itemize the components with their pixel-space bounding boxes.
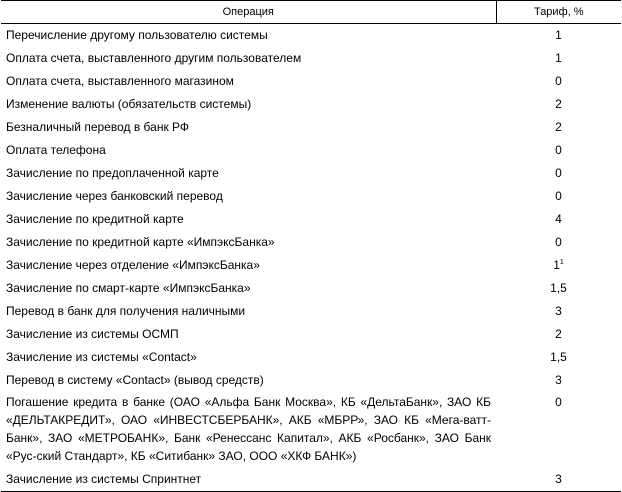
rate-value: 0 xyxy=(555,143,562,157)
rate-cell xyxy=(496,47,621,70)
rate-cell xyxy=(496,93,621,116)
rate-cell xyxy=(496,185,621,208)
operation-cell: Зачисление из системы Спринтнет xyxy=(1,467,496,492)
table-header xyxy=(1,1,621,24)
rate-value: 1 xyxy=(555,51,562,65)
rate-cell xyxy=(496,116,621,139)
operation-cell: Зачисление по кредитной карте «ИмпэксБанка» xyxy=(6,235,275,249)
table-row xyxy=(1,346,621,369)
table-row xyxy=(1,254,621,277)
operation-cell: Зачисление через банковский перевод xyxy=(6,189,223,203)
rate-cell xyxy=(496,208,621,231)
rate-cell xyxy=(496,70,621,93)
table-row xyxy=(1,277,621,300)
operation-cell: Зачисление по кредитной карте xyxy=(6,212,184,226)
rate-cell xyxy=(496,323,621,346)
table-row xyxy=(1,231,621,254)
operation-cell: Погашение кредита в банке (ОАО «Альфа Банк Москва», КБ «ДельтаБанк», ЗАО КБ «ДЕЛЬТАКРЕДИТ», ОАО «ИНВЕСТСБЕРБАНК», АКБ «МБРР», ЗАО КБ «Мега-ватт-Банк», ЗАО «МЕТРОБАНК», Банк «Ренессанс Капитал», АКБ «Росбанк», ЗАО Банк «Рус-ский Стандарт», КБ «Ситибанк» ЗАО, ООО «ХКФ БАНК») xyxy=(6,395,491,463)
operation-cell: Перевод в систему «Contact» (вывод средств) xyxy=(6,373,264,387)
table-row xyxy=(1,369,621,392)
table-row xyxy=(1,162,621,185)
operation-cell: Оплата телефона xyxy=(6,143,106,157)
table-row xyxy=(1,47,621,70)
table-row xyxy=(1,70,621,93)
rate-cell xyxy=(496,139,621,162)
operation-cell: Перечисление другому пользователю системы xyxy=(6,28,268,42)
table-row xyxy=(1,185,621,208)
rate-value: 3 xyxy=(555,471,562,486)
rate-cell xyxy=(496,467,621,492)
rate-value: 1 xyxy=(555,28,562,42)
rate-cell xyxy=(496,392,621,467)
operation-cell: Зачисление через отделение «ИмпэксБанка» xyxy=(6,258,260,272)
rate-value: 0 xyxy=(555,74,562,88)
rate-cell xyxy=(496,24,621,48)
table-row xyxy=(1,467,621,492)
header-operation: Операция xyxy=(1,1,496,24)
rate-value: 1 xyxy=(553,258,560,272)
rate-value: 2 xyxy=(555,97,562,111)
operation-cell: Зачисление из системы «Contact» xyxy=(6,350,197,364)
table-row xyxy=(1,93,621,116)
rate-cell xyxy=(496,300,621,323)
operation-cell: Оплата счета, выставленного другим пользователем xyxy=(6,51,302,65)
rate-value: 2 xyxy=(555,120,562,134)
table-row xyxy=(1,208,621,231)
rate-value: 2 xyxy=(555,327,562,341)
operation-cell: Зачисление из системы ОСМП xyxy=(6,327,179,341)
rate-value: 0 xyxy=(555,235,562,249)
table-row xyxy=(1,300,621,323)
table-row xyxy=(1,139,621,162)
operation-cell: Оплата счета, выставленного магазином xyxy=(6,74,234,88)
table-row xyxy=(1,392,621,467)
rate-cell xyxy=(496,162,621,185)
rate-value: 1,5 xyxy=(550,350,567,364)
table-row xyxy=(1,116,621,139)
rate-cell xyxy=(496,277,621,300)
operation-cell: Зачисление по предоплаченной карте xyxy=(6,166,219,180)
table-body xyxy=(1,24,621,492)
rate-value: 0 xyxy=(555,189,562,203)
operation-cell: Перевод в банк для получения наличными xyxy=(6,304,246,318)
operation-cell: Изменение валюты (обязательств системы) xyxy=(6,97,252,111)
footnote-mark: 1 xyxy=(559,259,564,266)
rate-value: 3 xyxy=(555,304,562,318)
rate-value: 4 xyxy=(555,212,562,226)
operation-cell: Зачисление по смарт-карте «ИмпэксБанка» xyxy=(6,281,251,295)
table-row xyxy=(1,323,621,346)
rate-cell xyxy=(496,231,621,254)
rate-cell xyxy=(496,369,621,392)
rate-value: 0 xyxy=(555,166,562,180)
rate-cell xyxy=(496,254,621,277)
operation-cell: Безналичный перевод в банк РФ xyxy=(6,120,190,134)
header-row xyxy=(1,1,621,24)
rate-cell xyxy=(496,346,621,369)
header-rate: Тариф, % xyxy=(496,1,621,24)
rate-value: 3 xyxy=(555,373,562,387)
rate-value: 1,5 xyxy=(550,281,567,295)
tariff-table xyxy=(1,0,621,492)
rate-value: 0 xyxy=(555,395,562,409)
table-row xyxy=(1,24,621,48)
